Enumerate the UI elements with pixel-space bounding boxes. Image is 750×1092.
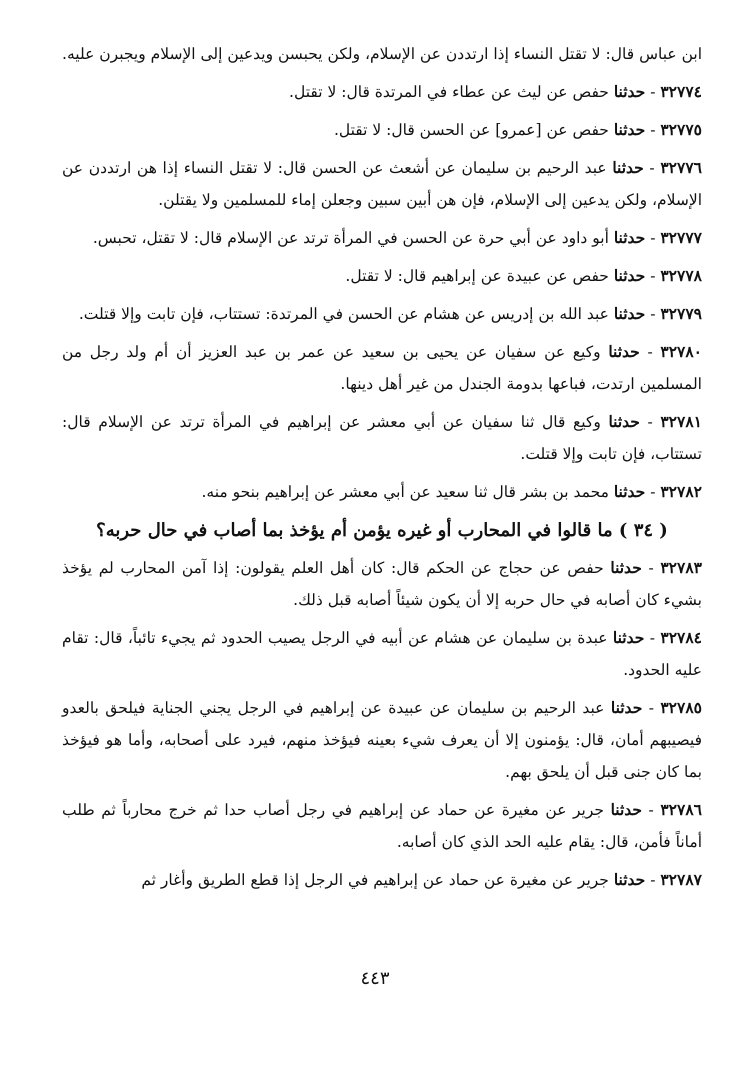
hadith-entry: ٣٢٧٨١ - حدثنا وكيع قال ثنا سفيان عن أبي معشر عن إبراهيم في المرأة ترتد عن الإسلام قال: تستتاب، فإن تابت وإلا قتلت. [62, 412, 702, 463]
paragraph [62, 38, 702, 70]
hadith-text: حفص عن حجاج عن الحكم قال: كان أهل العلم يقولون: إذا آمن المحارب لم يؤخذ بشيء كان أصابه في حال حربه إلا أن يكون شيئاً أصابه قبل ذلك. [62, 559, 702, 609]
hadith-number: ٣٢٧٨٣ [660, 558, 702, 577]
hadith-text: محمد بن بشر قال ثنا سعيد عن أبي معشر عن إبراهيم بنحو منه. [201, 483, 609, 501]
hadith-lead: حدثنا [610, 800, 642, 819]
hadith-entry: ٣٢٧٨٧ - حدثنا جرير عن مغيرة عن حماد عن إبراهيم في الرجل إذا قطع الطريق وأغار ثم [141, 870, 702, 889]
hadith-lead: حدثنا [613, 228, 646, 247]
hadith-number: ٣٢٧٨٦ [660, 800, 702, 819]
hadith-lead: حدثنا [612, 158, 644, 177]
hadith-lead: حدثنا [613, 82, 646, 101]
hadith-text: عبد الله بن إدريس عن هشام عن الحسن في المرتدة: تستتاب، فإن تابت وإلا قتلت. [78, 305, 609, 323]
hadith-text: جرير عن مغيرة عن حماد عن إبراهيم في الرجل إذا قطع الطريق وأغار ثم [141, 871, 609, 889]
hadith-number: ٣٢٧٨٠ [660, 342, 703, 361]
hadith-number: ٣٢٧٨٥ [660, 698, 702, 717]
hadith-text: عبدة بن سليمان عن هشام عن أبيه في الرجل يصيب الحدود ثم يجيء تائباً، قال: تقام عليه الحدود. [62, 629, 702, 679]
hadith-text: وكيع قال ثنا سفيان عن أبي معشر عن إبراهيم في المرأة ترتد عن الإسلام قال: تستتاب، فإن تابت وإلا قتلت. [62, 413, 702, 463]
hadith-entry: ٣٢٧٨٤ - حدثنا عبدة بن سليمان عن هشام عن أبيه في الرجل يصيب الحدود ثم يجيء تائباً، قال: تقام عليه الحدود. [62, 628, 703, 679]
hadith-entry: ٣٢٧٧٧ - حدثنا أبو داود عن أبي حرة عن الحسن في المرأة ترتد عن الإسلام قال: لا تقتل، تحبس. [92, 228, 702, 247]
hadith-entry: ٣٢٧٧٤ - حدثنا حفص عن ليث عن عطاء في المرتدة قال: لا تقتل. [289, 82, 702, 101]
hadith-number: ٣٢٧٧٧ [660, 228, 702, 247]
hadith-number: ٣٢٧٧٦ [660, 158, 702, 177]
hadith-text: وكيع عن سفيان عن يحيى بن سعيد عن عمر بن عبد العزيز أن أم ولد رجل من المسلمين ارتدت، فباعها بدومة الجندل من غير أهل دينها. [62, 343, 702, 393]
hadith-lead: حدثنا [613, 482, 646, 501]
hadith-entry: ٣٢٧٧٨ - حدثنا حفص عن عبيدة عن إبراهيم قال: لا تقتل. [345, 266, 702, 285]
hadith-lead: حدثنا [613, 120, 646, 139]
hadith-text: حفص عن عبيدة عن إبراهيم قال: لا تقتل. [345, 267, 609, 285]
hadith-entry: ٣٢٧٨٣ - حدثنا حفص عن حجاج عن الحكم قال: كان أهل العلم يقولون: إذا آمن المحارب لم يؤخذ بشيء كان أصابه في حال حربه إلا أن يكون شيئاً أصابه قبل ذلك. [62, 558, 702, 609]
hadith-text: جرير عن مغيرة عن حماد عن إبراهيم في رجل أصاب حدا ثم خرج محارباً ثم طلب أماناً فأمن، قال: يقام عليه الحد الذي كان أصابه. [62, 801, 702, 851]
paragraph-text: ابن عباس قال: لا تقتل النساء إذا ارتددن عن الإسلام، ولكن يحبسن ويدعين إلى الإسلام ويجبرن عليه. [62, 45, 702, 63]
hadith-lead: حدثنا [613, 266, 646, 285]
hadith-number: ٣٢٧٨٤ [660, 628, 703, 647]
hadith-text: حفص عن ليث عن عطاء في المرتدة قال: لا تقتل. [289, 83, 609, 101]
hadith-number: ٣٢٧٨١ [660, 412, 702, 431]
hadith-entry: ٣٢٧٨٦ - حدثنا جرير عن مغيرة عن حماد عن إبراهيم في رجل أصاب حدا ثم خرج محارباً ثم طلب أماناً فأمن، قال: يقام عليه الحد الذي كان أصابه. [62, 800, 702, 851]
hadith-number: ٣٢٧٨٧ [660, 870, 702, 889]
hadith-entry: ٣٢٧٨٢ - حدثنا محمد بن بشر قال ثنا سعيد عن أبي معشر عن إبراهيم بنحو منه. [201, 482, 702, 501]
hadith-lead: حدثنا [608, 412, 640, 431]
hadith-text: حفص عن [عمرو] عن الحسن قال: لا تقتل. [333, 121, 609, 139]
hadith-text: أبو داود عن أبي حرة عن الحسن في المرأة ترتد عن الإسلام قال: لا تقتل، تحبس. [92, 229, 609, 247]
hadith-entry: ٣٢٧٧٩ - حدثنا عبد الله بن إدريس عن هشام عن الحسن في المرتدة: تستتاب، فإن تابت وإلا قتلت. [78, 304, 702, 323]
hadith-text: عبد الرحيم بن سليمان عن عبيدة عن إبراهيم في الرجل يجني الجناية فيلحق بالعدو فيصيبهم أمان، قال: يؤمنون إلا أن يعرف شيء بعينه فيؤخذ منهم، فيرد على أصحابه، وأما هو فيؤخذ بما كان جنى قبل أن يلحق بهم. [62, 699, 702, 781]
hadith-number: ٣٢٧٧٥ [660, 120, 702, 139]
hadith-lead: حدثنا [610, 698, 643, 717]
chapter-heading: ( ٣٤ ) ما قالوا في المحارب أو غيره يؤمن أم يؤخذ بما أصاب في حال حربه؟ [96, 520, 668, 541]
hadith-number: ٣٢٧٨٢ [660, 482, 702, 501]
page-body [62, 38, 702, 1078]
hadith-entry: ٣٢٧٧٦ - حدثنا عبد الرحيم بن سليمان عن أشعث عن الحسن قال: لا تقتل النساء إذا هن ارتددن عن الإسلام، ولكن يدعين إلى الإسلام، فإن هن أبين سبين وجعلن إماء للمسلمين ولا يقتلن. [62, 158, 702, 209]
hadith-lead: حدثنا [610, 558, 642, 577]
hadith-entry: ٣٢٧٨٥ - حدثنا عبد الرحيم بن سليمان عن عبيدة عن إبراهيم في الرجل يجني الجناية فيلحق بالعدو فيصيبهم أمان، قال: يؤمنون إلا أن يعرف شيء بعينه فيؤخذ منهم، فيرد على أصحابه، وأما هو فيؤخذ بما كان جنى قبل أن يلحق بهم. [62, 698, 702, 781]
hadith-lead: حدثنا [608, 342, 640, 361]
hadith-lead: حدثنا [613, 304, 646, 323]
hadith-lead: حدثنا [613, 870, 646, 889]
hadith-number: ٣٢٧٧٩ [660, 304, 702, 323]
hadith-entry: ٣٢٧٧٥ - حدثنا حفص عن [عمرو] عن الحسن قال: لا تقتل. [333, 120, 702, 139]
hadith-number: ٣٢٧٧٤ [660, 82, 702, 101]
hadith-lead: حدثنا [612, 628, 645, 647]
hadith-number: ٣٢٧٧٨ [660, 266, 702, 285]
page-number: ٤٤٣ [360, 968, 390, 989]
hadith-entry: ٣٢٧٨٠ - حدثنا وكيع عن سفيان عن يحيى بن سعيد عن عمر بن عبد العزيز أن أم ولد رجل من المسلمين ارتدت، فباعها بدومة الجندل من غير أهل دينها. [62, 342, 703, 393]
hadith-text: عبد الرحيم بن سليمان عن أشعث عن الحسن قال: لا تقتل النساء إذا هن ارتددن عن الإسلام، ولكن يدعين إلى الإسلام، فإن هن أبين سبين وجعلن إماء للمسلمين ولا يقتلن. [62, 159, 702, 209]
